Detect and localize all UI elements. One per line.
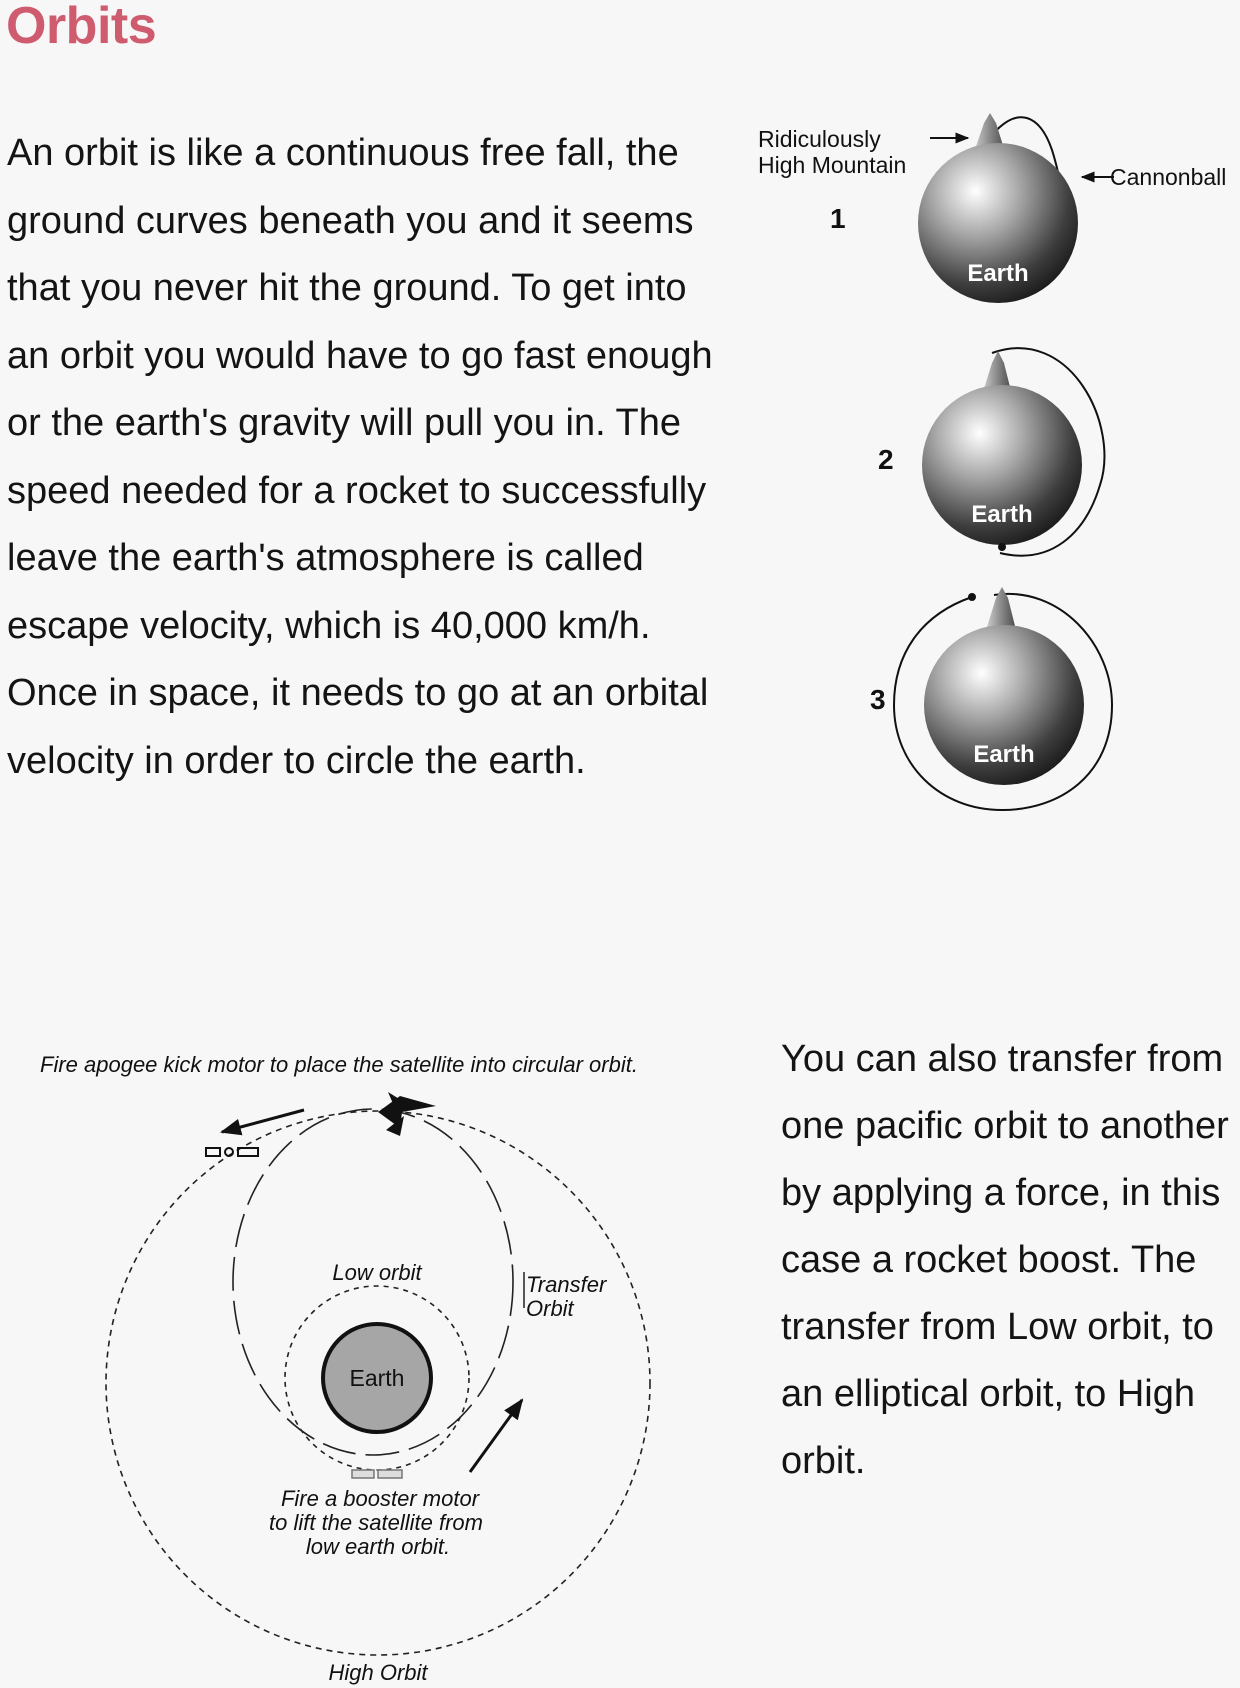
orbit-transfer-paragraph: You can also transfer from one pacific orbit to another by applying a force, in this case a rocket boost. The transfer from Low orbit, to an elliptical orbit, to High orbit.: [781, 1038, 1229, 1482]
apogee-caption: Fire apogee kick motor to place the satellite into circular orbit.: [40, 1052, 638, 1077]
cannonball-label: Cannonball: [1110, 164, 1227, 190]
earth-label: Earth: [349, 1365, 405, 1391]
booster-caption-line3: low earth orbit.: [305, 1534, 451, 1559]
panel-number: 3: [870, 684, 886, 715]
earth-label: Earth: [971, 501, 1033, 528]
page-title: Orbits: [6, 0, 157, 55]
mountain-label-line2: High Mountain: [758, 152, 907, 178]
orbit-transfer-diagram: [0, 1040, 720, 1688]
apogee-direction-arrow: [222, 1110, 304, 1132]
earth-label: Earth: [967, 260, 1029, 287]
booster-direction-arrow: [470, 1400, 522, 1472]
cannonball-dot: [968, 593, 976, 601]
transfer-label-line1: Transfer: [526, 1272, 607, 1297]
panel-number: 2: [878, 444, 894, 475]
cannonball-panel-2: [878, 348, 1104, 555]
orbit-intro-paragraph: An orbit is like a continuous free fall, the ground curves beneath you and it seems that you never hit the ground. To get into an orbit you would have to go fast enough or the earth's gravity will pull you in. The speed needed for a rocket to successfully leave the earth's atmosphere is called escape velocity, which is 40,000 km/h. Once in space, it needs to go at an orbital velocity in order to circle the earth.: [7, 132, 713, 782]
cannonball-orbit-figure: [740, 95, 1240, 815]
earth-label: Earth: [973, 741, 1035, 768]
panel-number: 1: [830, 203, 846, 234]
low-orbit-label: Low orbit: [332, 1260, 422, 1285]
cannonball-panel-3: [870, 587, 1112, 810]
high-orbit-label: High Orbit: [328, 1660, 428, 1685]
cannonball-panel-1: [758, 113, 1226, 303]
transfer-label-line2: Orbit: [526, 1296, 574, 1321]
cannonball-dot: [998, 543, 1006, 551]
low-orbit-satellite-icon: [352, 1470, 402, 1478]
circular-orbit-satellite-icon: [206, 1148, 258, 1156]
mountain-label-line1: Ridiculously: [758, 126, 881, 152]
booster-caption-line2: to lift the satellite from: [269, 1510, 483, 1535]
booster-caption-line1: Fire a booster motor: [280, 1486, 480, 1511]
